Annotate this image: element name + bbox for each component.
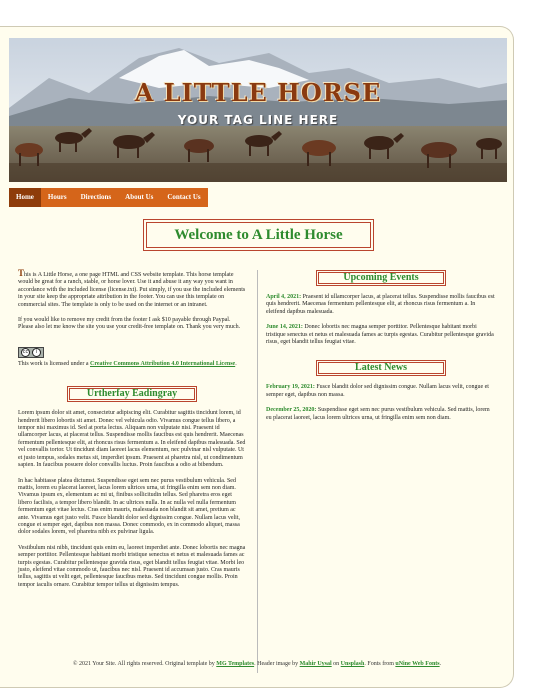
header-banner [9, 38, 507, 182]
site-title: A LITTLE HORSE [134, 78, 382, 107]
footer-link-photographer[interactable]: Mahir Uysal [299, 661, 332, 667]
main-nav [9, 188, 208, 207]
further-reading-paragraph-2: In hac habitasse platea dictumst. Suspendisse eget sem nec purus vestibulum vehicula. Sed mattis, lorem eu placerat laoreet, lacus lorem ultrices urna, ut fringilla enim sem non diam. Vivamus ipsum ex, elementum ac mi ut, finibus sollicitudin tellus. Sed pharetra eros eget libero facilisis, a tempor libero blandit. In ac ultrices nulla. In ac nulla vel nulla fermentum fermentum eget vitae lectus. Cras enim mauris, malesuada non blandit sit amet, pretium ac ante. Vivamus eget justo velit. Fusce blandit dolor sed dignissim congue. Nullam lacus velit, congue et semper eget, dapibus non massa. Donec commodo, ex in commodo aliquet, massa dolor sodales lorem, vel pharetra nibh ex pulvinar ligula. [18, 477, 240, 536]
nav-item-hours[interactable]: Hours [47, 193, 67, 201]
event-item [266, 324, 496, 346]
event-date: April 4, 2021: [266, 294, 302, 300]
upcoming-events-heading: Upcoming Events [316, 270, 446, 286]
license-link[interactable]: Creative Commons Attribution 4.0 International License [89, 360, 236, 367]
cc-icon: cc [22, 348, 29, 355]
news-date: February 19, 2021: [266, 384, 315, 391]
drop-cap: T [18, 268, 25, 278]
event-item [266, 294, 496, 316]
main-column [18, 270, 246, 597]
footer-text: . Fonts from [364, 661, 396, 667]
footer-link-mg-templates[interactable]: MG Templates [216, 661, 255, 667]
license-prefix: This work is licensed under a [18, 360, 90, 367]
further-reading-paragraph-1: Lorem ipsum dolor sit amet, consectetur adipiscing elit. Curabitur sagittis tincidunt lorem, id hendrerit libero lobortis sit amet. Donec vel vehicula odio. Vivamus congue tellus libero, a tempor nisi maximus id. Sed at porta lectus. Aliquam non vulputate nisi. Praesent id ullamcorper lacus, at placerat tellus. Suspendisse mollis faucibus est quis hendrerit. Maecenas fermentum pellentesque elit, at rhoncus risus fermentum a. In eleifend dapibus malesuada. Sed vel convallis tortor. Ut tincidunt diam laoreet lacus elementum, nec pulvinar nisl vulputate. Ut et justo tempus, sodales metus sit, imperdiet ipsum. Praesent at pharetra nisl, ut condimentum sapien. In faucibus posuere dolor convallis luctus. Proin faucibus a odio at bibendum. [18, 410, 246, 469]
nav-item-home[interactable]: Home [9, 188, 41, 207]
sidebar-column [266, 270, 496, 430]
intro-text-1: his is A Little Horse, a one page HTML and CSS website template. This horse template would be great for a ranch, stable, or horse lover. Use it and abuse it any way you want in accordance with the included license (license.txt). Put simply, if you use the included elements in your site keep the appropriate attribution in the footer. You can use this template on commercial sites. The template is only to be used on the internet or an intranet. [18, 272, 246, 308]
page-title: Welcome to A Little Horse [143, 219, 374, 251]
nav-item-about-us[interactable]: About Us [125, 193, 154, 201]
footer-text: . [439, 661, 442, 667]
column-divider [257, 270, 258, 673]
intro-paragraph-1 [18, 270, 246, 309]
footer-text: on [331, 661, 341, 667]
license-text [18, 361, 246, 368]
header-image [9, 38, 507, 182]
site-tagline: YOUR TAG LINE HERE [177, 113, 339, 127]
further-reading-heading: Urtherfay Eadingray [67, 386, 197, 402]
intro-paragraph-2: If you would like to remove my credit from the footer I ask $10 payable through Paypal. Please also let me know the site you use your credit-free template on. Thank you very much. [18, 317, 241, 331]
event-date: June 14, 2021: [266, 324, 303, 331]
news-text: Fusce blandit dolor sed dignissim congue. Nullam lacus velit, congue et semper eget, dapibus non massa. [266, 384, 489, 398]
footer [0, 661, 514, 667]
footer-text: . Header image by [254, 661, 300, 667]
footer-link-unsplash[interactable]: Unsplash [340, 661, 365, 667]
event-text: Praesent id ullamcorper lacus, at placerat tellus. Suspendisse mollis faucibus est quis hendrerit. Maecenas fermentum pellentesque elit, at rhoncus risus fermentum a. In eleifend dapibus malesuada. [266, 294, 495, 315]
footer-text: © 2021 Your Site. All rights reserved. Original template by [72, 661, 217, 667]
news-date: December 25, 2020: [266, 407, 317, 414]
footer-link-fonts[interactable]: uNine Web Fonts [395, 661, 440, 667]
nav-item-contact-us[interactable]: Contact Us [167, 193, 201, 201]
page-container [0, 26, 514, 688]
by-icon: i [32, 348, 41, 357]
news-item [266, 384, 496, 399]
event-text: Donec lobortis nec magna semper porttitor. Pellentesque habitant morbi tristique senectus et netus et malesuada fames ac turpis egestas. Curabitur pellentesque gravida risus, eget blandit tellus feugiat vitae. [266, 324, 494, 346]
cc-license-badge[interactable] [18, 347, 44, 358]
further-reading-paragraph-3: Vestibulum nisi nibh, tincidunt quis enim eu, laoreet imperdiet ante. Donec lobortis nec magna semper porttitor. Pellentesque habitant morbi tristique senectus et netus et malesuada fames ac turpis egestas. Curabitur pellentesque gravida risus, eget blandit tellus feugiat vitae. Morbi leo justo, eleifend vitae commodo ut, faucibus nec nisl. Praesent id accumsan justo. Cras mauris tellus, sagittis ut velit eget, pellentesque faucibus metus. Sed tincidunt congue mollis. Proin tempor iaculis ornare. Curabitur tempor tellus ut dignissim tempus. [18, 544, 246, 588]
news-item [266, 407, 496, 422]
latest-news-heading: Latest News [316, 360, 446, 376]
license-suffix: . [235, 360, 237, 367]
news-text: Suspendisse eget sem nec purus vestibulum vehicula. Sed mattis, lorem eu placerat laoreet, lacus lorem ultrices urna, ut fringilla enim sem non diam. [266, 407, 490, 421]
nav-item-directions[interactable]: Directions [80, 193, 112, 201]
